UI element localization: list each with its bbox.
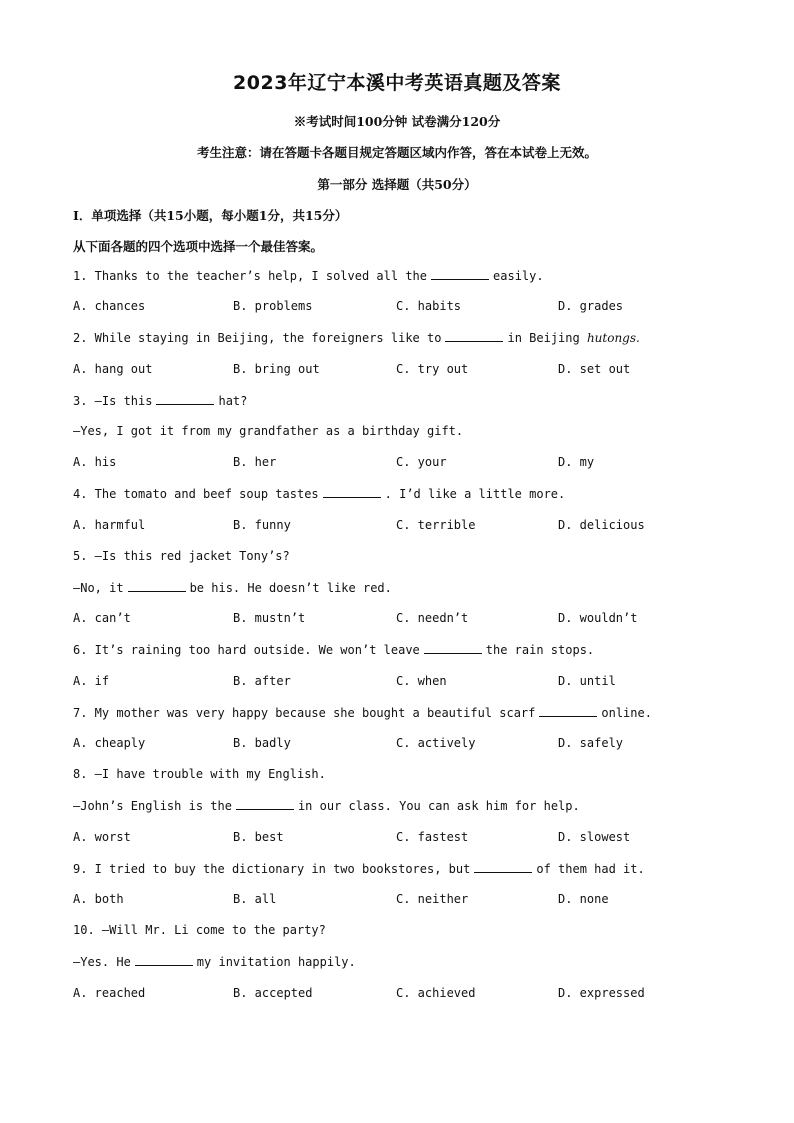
question-9-option-b: B. all <box>233 892 277 906</box>
answer-blank <box>431 268 489 280</box>
question-4-option-b: B. funny <box>233 517 291 532</box>
question-text: 6. It’s raining too hard outside. We won’t leave <box>73 643 420 658</box>
question-9-option-c: C. neither <box>396 892 469 906</box>
question-text: hat? <box>218 393 248 408</box>
question-9-line-1 <box>73 861 645 876</box>
question-3-option-b: B. her <box>233 455 277 470</box>
question-7-option-c: C. actively <box>396 736 476 750</box>
question-text: 4. The tomato and beef soup tastes <box>73 487 319 502</box>
question-10-option-b: B. accepted <box>233 985 313 1000</box>
exam-notice: 考生注意：请在答题卡各题目规定答题区域内作答，答在本试卷上无效。 <box>196 145 597 160</box>
question-3-option-a: A. his <box>73 455 117 470</box>
question-text: easily. <box>493 269 544 283</box>
answer-blank <box>445 330 503 342</box>
question-10-line-1: 10. —Will Mr. Li come to the party? <box>73 923 326 938</box>
question-7-line-1 <box>73 705 652 720</box>
question-text: my invitation happily. <box>196 955 356 970</box>
question-text: —Yes. He <box>73 955 131 970</box>
question-8-option-c: C. fastest <box>396 829 469 844</box>
question-2-option-a: A. hang out <box>73 361 153 376</box>
question-text: 2. While staying in Beijing, the foreigners like to <box>73 331 442 346</box>
page-title: 2023年辽宁本溪中考英语真题及答案 <box>233 72 561 94</box>
question-1-option-c: C. habits <box>396 299 462 314</box>
question-2-option-c: C. try out <box>396 361 469 376</box>
question-10-option-a: A. reached <box>73 985 146 1000</box>
question-text: —No, it <box>73 581 124 595</box>
question-5-option-d: D. wouldn’t <box>558 611 638 626</box>
answer-blank <box>156 393 214 405</box>
question-5-line-2 <box>73 580 392 595</box>
question-text: online. <box>601 705 652 720</box>
question-10-option-d: D. expressed <box>558 985 645 1000</box>
question-1-option-d: D. grades <box>558 299 624 314</box>
question-1-option-a: A. chances <box>73 299 146 314</box>
question-7-option-d: D. safely <box>558 736 624 750</box>
question-10-line-2 <box>73 954 356 969</box>
question-7-option-a: A. cheaply <box>73 736 146 750</box>
question-6-option-d: D. until <box>558 673 616 688</box>
question-10-option-c: C. achieved <box>396 985 476 1000</box>
question-4-option-a: A. harmful <box>73 517 146 532</box>
question-2-option-d: D. set out <box>558 361 631 376</box>
question-text: 9. I tried to buy the dictionary in two bookstores, but <box>73 861 471 876</box>
question-5-line-1: 5. —Is this red jacket Tony’s? <box>73 548 290 563</box>
question-2-option-b: B. bring out <box>233 361 320 376</box>
question-3-option-d: D. my <box>558 455 595 470</box>
question-text: of them had it. <box>536 861 645 876</box>
question-8-option-b: B. best <box>233 829 284 844</box>
question-text: 1. Thanks to the teacher’s help, I solved all the <box>73 269 428 283</box>
answer-blank <box>323 486 381 498</box>
question-1-line-1 <box>73 268 544 283</box>
exam-subtitle: ※考试时间100分钟 试卷满分120分 <box>293 114 501 129</box>
question-6-option-a: A. if <box>73 673 110 688</box>
question-text: 3. —Is this <box>73 393 153 408</box>
question-text: in our class. You can ask him for help. <box>297 799 580 814</box>
part-heading: 第一部分 选择题（共50分） <box>317 177 477 192</box>
question-text: —John’s English is the <box>73 799 232 814</box>
answer-blank <box>424 642 482 654</box>
question-2-line-1 <box>73 330 640 345</box>
answer-blank <box>135 954 193 966</box>
question-6-option-b: B. after <box>233 673 291 688</box>
question-4-option-c: C. terrible <box>396 517 476 532</box>
question-text: . I’d like a little more. <box>384 487 566 502</box>
question-3-line-1 <box>73 393 247 408</box>
question-3-line-2: —Yes, I got it from my grandfather as a birthday gift. <box>73 424 464 438</box>
question-9-option-d: D. none <box>558 892 609 906</box>
question-8-option-d: D. slowest <box>558 829 631 844</box>
section-instruction: 从下面各题的四个选项中选择一个最佳答案。 <box>73 239 324 254</box>
question-6-option-c: C. when <box>396 673 447 688</box>
question-5-option-b: B. mustn’t <box>233 611 306 626</box>
italic-term: hutongs. <box>586 331 640 346</box>
question-6-line-1 <box>73 642 594 657</box>
question-3-option-c: C. your <box>396 455 447 470</box>
question-text: in Beijing <box>507 331 580 346</box>
question-text: be his. He doesn’t like red. <box>189 581 392 595</box>
question-8-line-2 <box>73 798 580 813</box>
question-8-line-1: 8. —I have trouble with my English. <box>73 767 326 782</box>
question-5-option-a: A. can’t <box>73 611 131 626</box>
question-1-option-b: B. problems <box>233 299 313 314</box>
answer-blank <box>128 580 186 592</box>
question-4-option-d: D. delicious <box>558 517 645 532</box>
answer-blank <box>474 861 532 873</box>
section-heading: Ⅰ．单项选择（共15小题，每小题1分，共15分） <box>73 208 348 223</box>
question-text: 7. My mother was very happy because she bought a beautiful scarf <box>73 705 536 720</box>
question-9-option-a: A. both <box>73 892 124 906</box>
answer-blank <box>236 798 294 810</box>
question-7-option-b: B. badly <box>233 736 291 750</box>
question-4-line-1 <box>73 486 565 501</box>
question-text: the rain stops. <box>485 643 595 658</box>
question-8-option-a: A. worst <box>73 829 131 844</box>
answer-blank <box>539 705 597 717</box>
question-5-option-c: C. needn’t <box>396 611 469 626</box>
